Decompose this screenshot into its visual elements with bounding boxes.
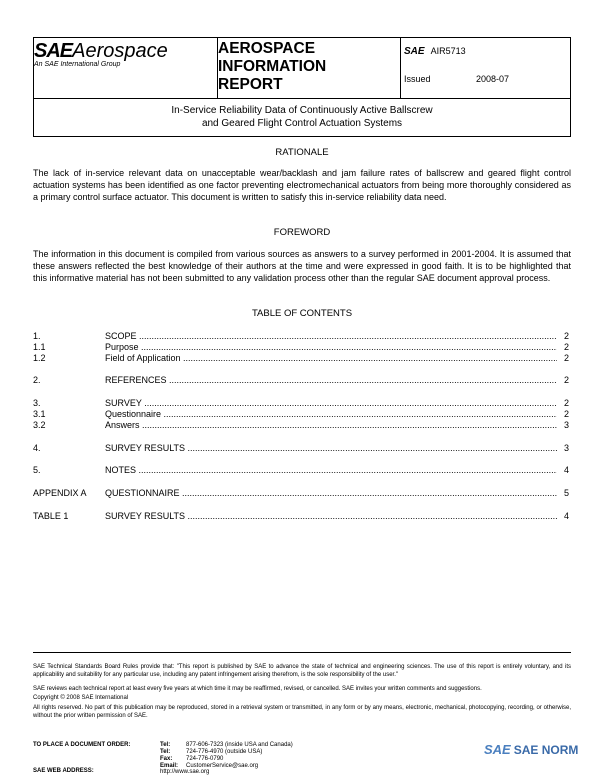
toc-title: Field of Application ..... xyxy=(105,353,557,363)
issued-label: Issued xyxy=(404,74,431,84)
watermark-sae: SAE xyxy=(484,742,511,757)
web-address-label: SAE WEB ADDRESS: xyxy=(33,768,94,774)
contact-key: Tel: xyxy=(160,749,171,755)
report-type xyxy=(218,40,326,94)
footer-rights: All rights reserved. No part of this publication may be reproduced, stored in a retrieval system or transmitted, in any form or by any means, electronic, mechanical, photocopying, recording, or otherwise, without the prior written permission of SAE. xyxy=(33,705,571,719)
issued-value: 2008-07 xyxy=(476,74,510,84)
contact-line xyxy=(160,756,223,762)
toc-page: 2 xyxy=(563,398,569,408)
toc-title: REFERENCES ..... xyxy=(105,375,557,385)
toc-number: 3. xyxy=(33,398,41,408)
sae-norm-watermark xyxy=(484,742,578,757)
toc-number: 1.2 xyxy=(33,353,46,363)
foreword-heading: FOREWORD xyxy=(273,227,331,238)
logo-aerospace: Aerospace xyxy=(72,40,168,62)
toc-page: 4 xyxy=(563,511,569,521)
footer-review: SAE reviews each technical report at least every five years at which time it may be reaffirmed, revised, or cancelled. SAE invites your written comments and suggestions. xyxy=(33,686,482,692)
toc-page: 4 xyxy=(563,465,569,475)
watermark-norm: SAE NORM xyxy=(513,743,579,757)
contact-value[interactable]: CustomerService@sae.org xyxy=(186,763,259,769)
contact-value[interactable]: 877-606-7323 (inside USA and Canada) xyxy=(186,742,293,748)
toc-page: 3 xyxy=(563,443,569,453)
report-type-line: AEROSPACE xyxy=(218,40,316,57)
rationale-heading: RATIONALE xyxy=(275,147,329,158)
toc-entry[interactable] xyxy=(33,375,569,387)
contact-line xyxy=(160,749,262,755)
contact-key: Fax: xyxy=(160,756,173,762)
toc-page: 3 xyxy=(563,420,569,430)
logo-sae: SAE xyxy=(34,40,73,62)
toc-page: 2 xyxy=(563,353,569,363)
header-divider xyxy=(400,38,401,98)
web-address-value[interactable]: http://www.sae.org xyxy=(160,769,210,775)
toc-entry[interactable] xyxy=(33,511,569,523)
document-number xyxy=(404,46,466,57)
doc-number-value: AIR5713 xyxy=(430,46,466,56)
toc-number: APPENDIX A xyxy=(33,488,87,498)
title-line: and Geared Flight Control Actuation Systems xyxy=(201,118,403,129)
contact-value[interactable]: 724-776-0790 xyxy=(186,756,224,762)
document-title xyxy=(33,99,571,137)
footer-divider xyxy=(33,652,571,653)
toc-title: Answers ..... xyxy=(105,420,557,430)
report-type-line: REPORT xyxy=(218,76,283,93)
contact-key: Tel: xyxy=(160,742,171,748)
toc-heading: TABLE OF CONTENTS xyxy=(251,308,353,319)
toc-entry[interactable] xyxy=(33,443,569,455)
foreword-text: The information in this document is compiled from various sources as answers to a survey performed in 2001-2004. It is assumed that these answers reflected the best knowledge of their authors at the time and were expressed in good faith. It is to be highlighted that this informative material has not been submitted to any validation process other than the regular SAE document approval process. xyxy=(33,249,571,283)
toc-number: 5. xyxy=(33,465,41,475)
contact-key: Email: xyxy=(160,763,179,769)
toc-number: 3.2 xyxy=(33,420,46,430)
toc-page: 2 xyxy=(563,331,569,341)
toc-page: 2 xyxy=(563,409,569,419)
toc-title: Questionnaire ..... xyxy=(105,409,557,419)
toc-number: TABLE 1 xyxy=(33,511,69,521)
contact-line xyxy=(160,742,293,748)
toc-entry[interactable] xyxy=(33,420,569,432)
order-label: TO PLACE A DOCUMENT ORDER: xyxy=(33,742,131,748)
contact-value[interactable]: 724-776-4970 (outside USA) xyxy=(186,749,263,755)
sae-aerospace-logo xyxy=(34,40,168,68)
toc-number: 2. xyxy=(33,375,41,385)
logo-subtitle: An SAE International Group xyxy=(34,61,121,68)
toc-page: 2 xyxy=(563,342,569,352)
toc-entry[interactable] xyxy=(33,488,569,500)
rationale-text: The lack of in-service relevant data on unacceptable wear/backlash and jam failure rates of ballscrew and geared flight control actuation systems has been identified as one factor preventing electromechanical actuators from being more thoroughly considered as a primary control surface actuator. This document is written to satisfy this in-service reliability data need. xyxy=(33,168,571,202)
toc-title: SURVEY ..... xyxy=(105,398,557,408)
footer-copyright: Copyright © 2008 SAE International xyxy=(33,695,129,701)
toc-title: SURVEY RESULTS ..... xyxy=(105,443,557,453)
doc-sae-mark: SAE xyxy=(404,46,425,57)
toc-page: 2 xyxy=(563,375,569,385)
toc-title: QUESTIONNAIRE ..... xyxy=(105,488,557,498)
toc-title: Purpose ..... xyxy=(105,342,557,352)
toc-entry[interactable] xyxy=(33,353,569,365)
toc-number: 4. xyxy=(33,443,41,453)
toc-title: NOTES ..... xyxy=(105,465,557,475)
toc-entry[interactable] xyxy=(33,465,569,477)
toc-page: 5 xyxy=(563,488,569,498)
toc-title: SURVEY RESULTS ..... xyxy=(105,511,557,521)
title-line: In-Service Reliability Data of Continuously Active Ballscrew xyxy=(171,105,433,116)
footer-policy: SAE Technical Standards Board Rules provide that: "This report is published by SAE to advance the state of technical and engineering sciences. The use of this report is entirely voluntary, and its applicability and suitability for any particular use, including any patent infringement arising therefrom, is the sole responsibility of the user." xyxy=(33,664,571,678)
toc-number: 1.1 xyxy=(33,342,46,352)
toc-number: 1. xyxy=(33,331,41,341)
toc-title: SCOPE ..... xyxy=(105,331,557,341)
toc-number: 3.1 xyxy=(33,409,46,419)
report-type-line: INFORMATION xyxy=(218,58,327,75)
